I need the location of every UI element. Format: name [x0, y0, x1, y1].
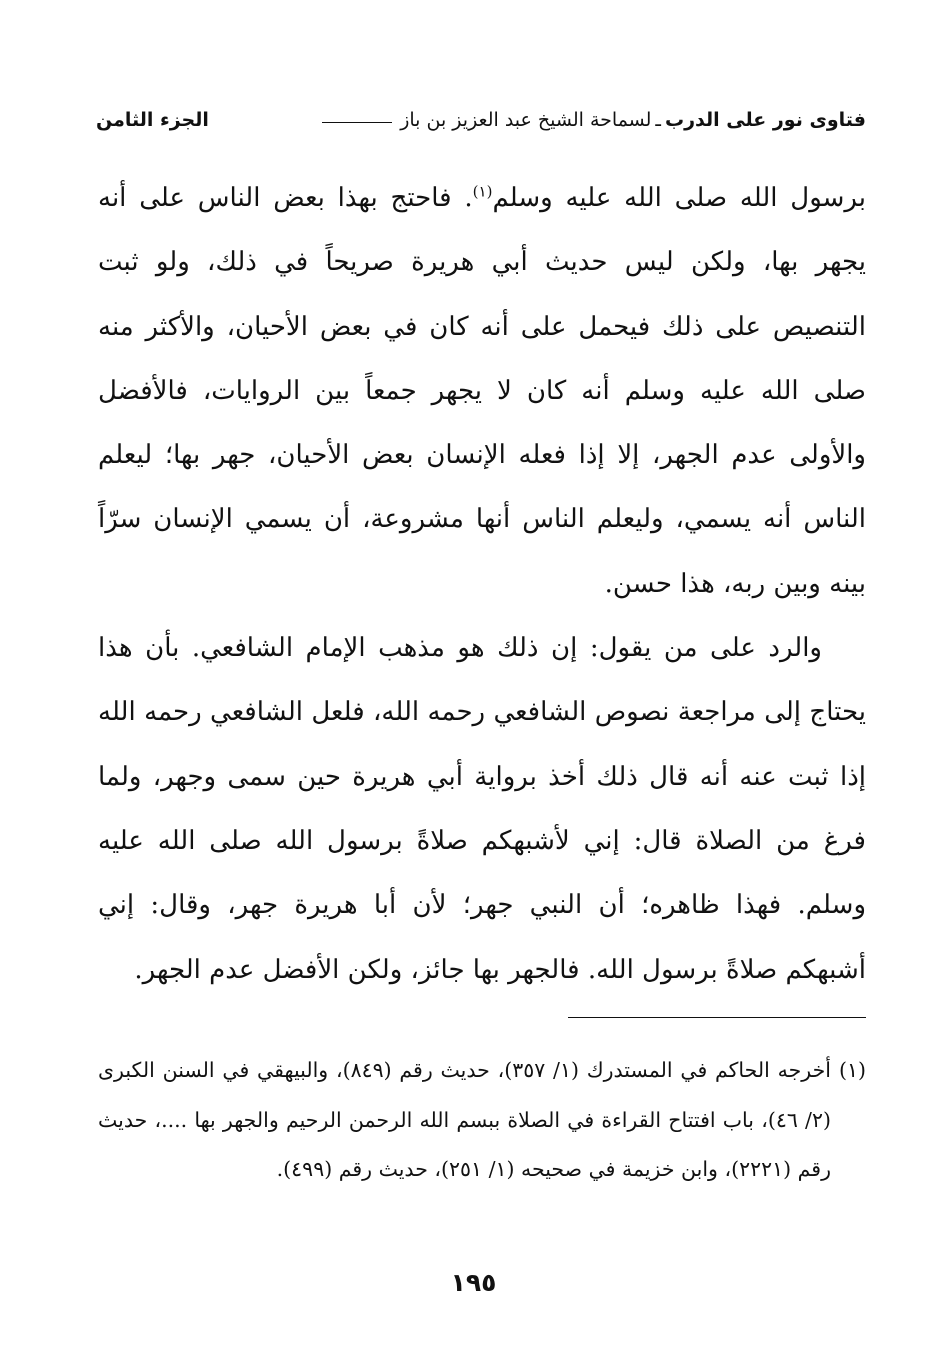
main-text	[98, 166, 866, 1002]
footnote-text: أخرجه الحاكم في المستدرك (١/ ٣٥٧)، حديث رقم (٨٤٩)، والبيهقي في السنن الكبرى (٢/ ٤٦)، باب افتتاح القراءة في الصلاة ببسم الله الرحمن الرحيم والجهر بها ....، حديث رقم (٢٢٢١)، وابن خزيمة في صحيحه (١/ ٢٥١)، حديث رقم (٤٩٩).	[98, 1058, 831, 1181]
header-rule	[322, 122, 392, 123]
footnote-marker: (١)	[472, 182, 493, 201]
paragraph-2: والرد على من يقول: إن ذلك هو مذهب الإمام الشافعي. بأن هذا يحتاج إلى مراجعة نصوص الشافعي رحمه الله، فلعل الشافعي رحمه الله إذا ثبت عنه أنه قال ذلك أخذ برواية أبي هريرة حين سمى وجهر، ولما فرغ من الصلاة قال: إني لأشبهكم صلاةً برسول الله صلى الله عليه وسلم. فهذا ظاهره؛ أن النبي جهر؛ لأن أبا هريرة جهر، وقال: إني أشبهكم صلاةً برسول الله. فالجهر بها جائز، ولكن الأفضل عدم الجهر.	[98, 633, 866, 985]
header-separator: ـ	[655, 109, 661, 131]
footnotes	[98, 1046, 866, 1195]
footnote-number: (١)	[838, 1058, 866, 1082]
paragraph-1	[98, 166, 866, 616]
footnote-item	[98, 1046, 866, 1195]
header-book-title: فتاوى نور على الدرب	[665, 109, 866, 131]
paragraph-1-rest: . فاحتج بهذا بعض الناس على أنه يجهر بها، ولكن ليس حديث أبي هريرة صريحاً في ذلك، ولو ثبت التنصيص على ذلك فيحمل على أنه كان في بعض الأحيان، والأكثر منه صلى الله عليه وسلم أنه كان لا يجهر جمعاً بين الروايات، فالأفضل والأولى عدم الجهر، إلا إذا فعله الإنسان بعض الأحيان، جهر بها؛ ليعلم الناس أنه يسمي، وليعلم الناس أنها مشروعة، أن يسمي الإنسان سرّاً بينه وبين ربه، هذا حسن.	[98, 183, 866, 599]
header-author: لسماحة الشيخ عبد العزيز بن باز	[400, 109, 652, 131]
page-number: ١٩٥	[450, 1268, 497, 1297]
running-header	[96, 100, 866, 140]
footnote-separator	[568, 1017, 866, 1018]
paragraph-1-start: برسول الله صلى الله عليه وسلم	[492, 183, 866, 213]
header-volume: الجزء الثامن	[96, 109, 209, 131]
